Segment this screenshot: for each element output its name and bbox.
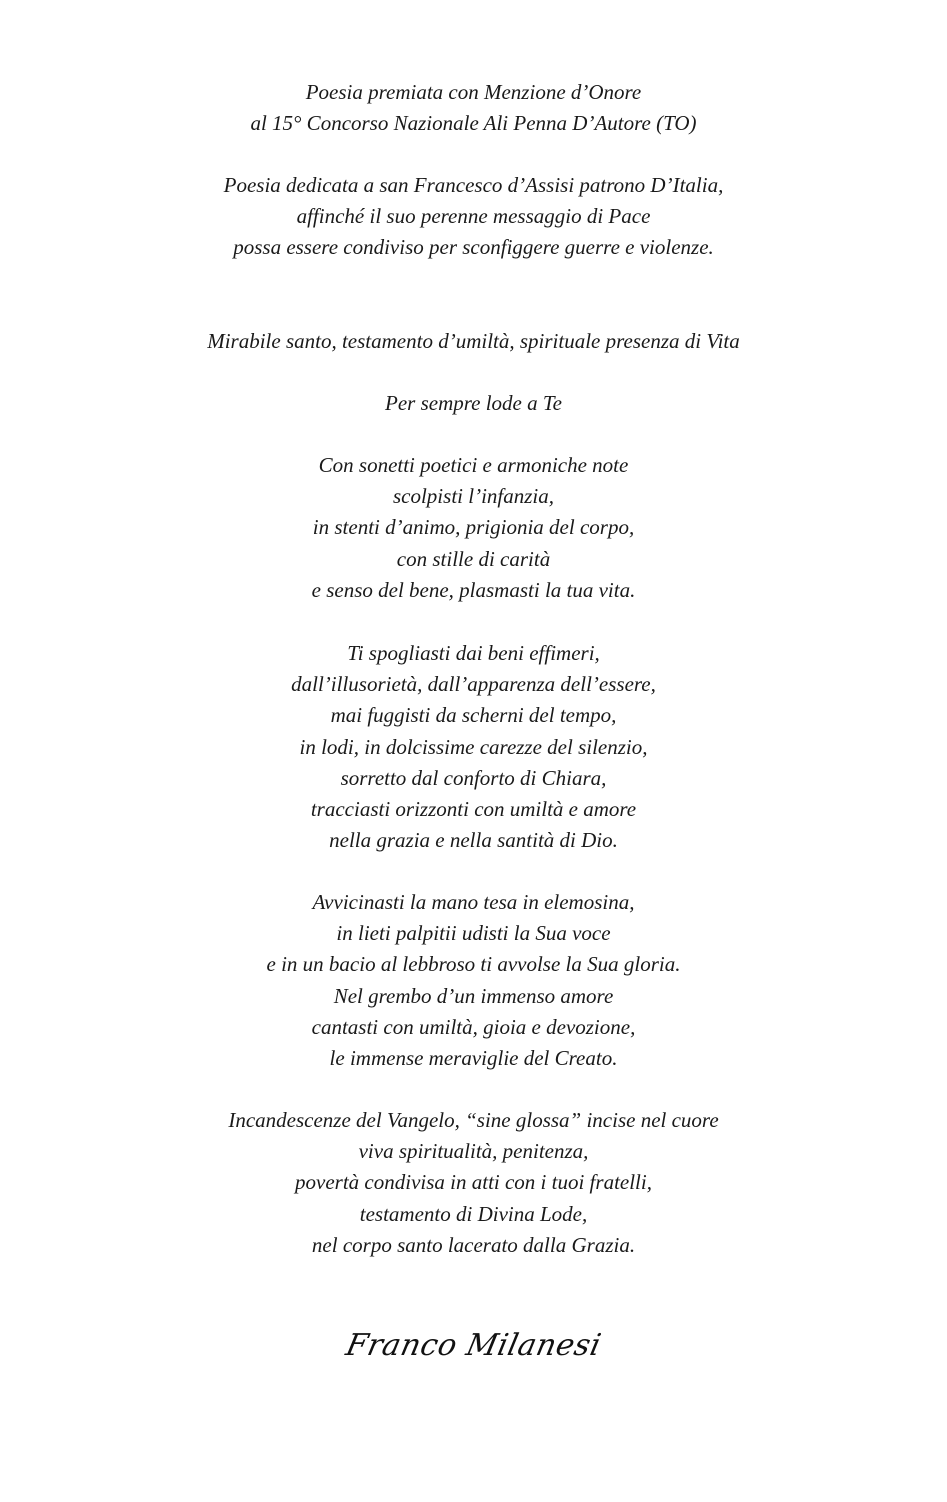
- award-line: al 15° Concorso Nazionale Ali Penna D’Autore (TO): [250, 111, 697, 136]
- poem-subtitle-text: Per sempre lode a Te: [385, 391, 562, 415]
- verse-line: sorretto dal conforto di Chiara,: [340, 765, 607, 790]
- verse-line: Nel grembo d’un immenso amore: [333, 983, 614, 1008]
- dedication-line: Poesia dedicata a san Francesco d’Assisi patrono D’Italia,: [223, 173, 724, 197]
- verse-line: mai fuggisti da scherni del tempo,: [330, 703, 617, 728]
- stanza-2: [0, 638, 947, 856]
- award-note: [0, 77, 947, 139]
- verse-line: nel corpo santo lacerato dalla Grazia.: [311, 1232, 636, 1257]
- verse-line: con stille di carità: [396, 546, 551, 571]
- poem-title-text: Mirabile santo, testamento d’umiltà, spirituale presenza di Vita: [207, 329, 740, 353]
- verse-line: viva spiritualità, penitenza,: [358, 1139, 589, 1164]
- verse-line: Avvicinasti la mano tesa in elemosina,: [312, 890, 635, 914]
- verse-line: tracciasti orizzonti con umiltà e amore: [310, 797, 637, 822]
- verse-line: Con sonetti poetici e armoniche note: [318, 453, 629, 477]
- award-line: Poesia premiata con Menzione d’Onore: [305, 80, 642, 104]
- verse-line: dall’illusorietà, dall’apparenza dell’essere,: [291, 672, 656, 697]
- verse-line: in lieti palpitii udisti la Sua voce: [336, 921, 611, 946]
- verse-line: Incandescenze del Vangelo, “sine glossa” incise nel cuore: [228, 1108, 719, 1132]
- verse-line: scolpisti l’infanzia,: [392, 484, 554, 509]
- verse-line: e in un bacio al lebbroso ti avvolse la Sua gloria.: [266, 952, 681, 977]
- verse-line: e senso del bene, plasmasti la tua vita.: [311, 577, 636, 602]
- dedication-line: affinché il suo perenne messaggio di Pace: [296, 204, 651, 229]
- stanza-1: [0, 450, 947, 606]
- verse-line: povertà condivisa in atti con i tuoi fratelli,: [295, 1170, 652, 1195]
- verse-line: nella grazia e nella santità di Dio.: [329, 828, 618, 853]
- verse-line: le immense meraviglie del Creato.: [329, 1046, 618, 1071]
- poem-title: [0, 326, 947, 357]
- author-signature: Franco Milanesi: [342, 1328, 605, 1363]
- verse-line: in stenti d’animo, prigionia del corpo,: [312, 515, 635, 540]
- verse-line: in lodi, in dolcissime carezze del silenzio,: [299, 734, 648, 759]
- dedication-note: [0, 170, 947, 264]
- dedication-line: possa essere condiviso per sconfiggere guerre e violenze.: [233, 235, 714, 260]
- verse-line: Ti spogliasti dai beni effimeri,: [347, 641, 600, 665]
- poem-subtitle: [0, 388, 947, 419]
- verse-line: testamento di Divina Lode,: [359, 1201, 588, 1226]
- verse-line: cantasti con umiltà, gioia e devozione,: [311, 1014, 636, 1039]
- stanza-3: [0, 887, 947, 1074]
- stanza-4: [0, 1105, 947, 1261]
